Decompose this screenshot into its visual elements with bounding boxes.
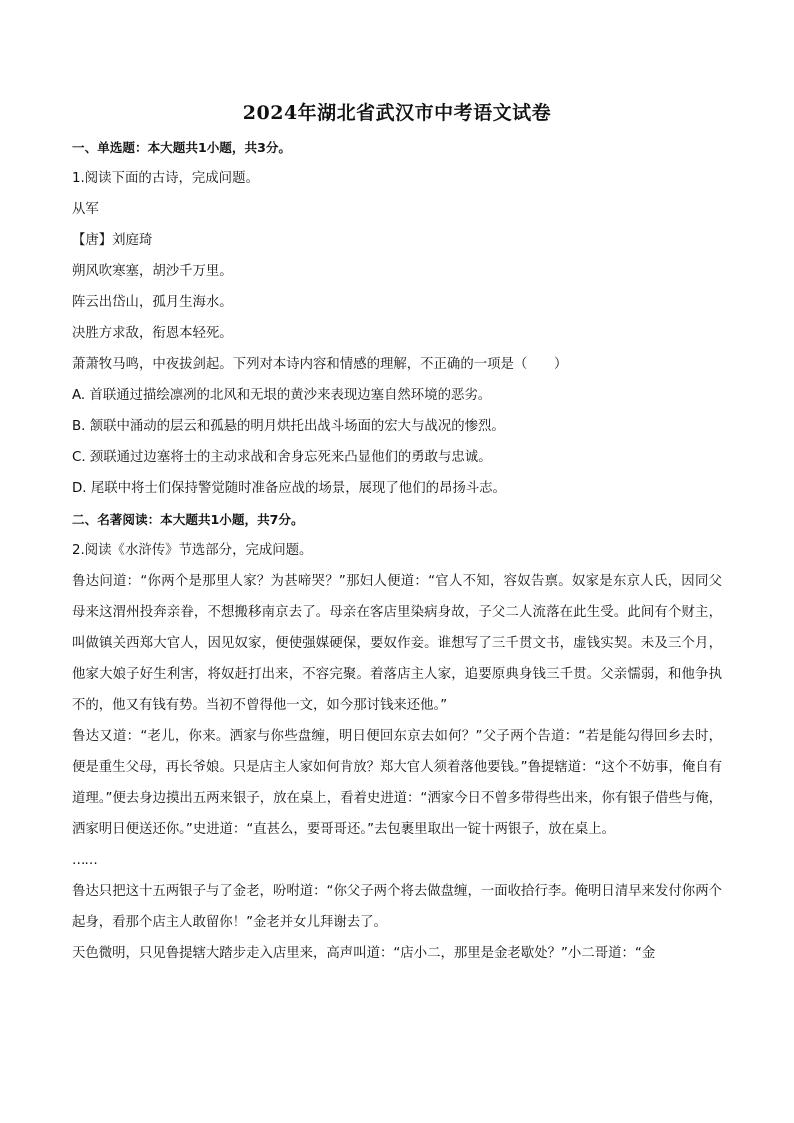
question-1-prompt: 1.阅读下面的古诗，完成问题。 — [72, 171, 259, 186]
passage-paragraph-3: 鲁达只把这十五两银子与了金老，吩咐道：“你父子两个将去做盘缠，一面收拾行李。俺明日清早来发付你两个起身，看那个店主人敢留你！”金老并女儿拜谢去了。 — [72, 884, 722, 930]
poem-line-1: 朔风吹寒塞，胡沙千万里。 — [72, 264, 233, 279]
poem-line-3: 决胜方求敌，衔恩本轻死。 — [72, 326, 233, 341]
exam-title: 2024年湖北省武汉市中考语文试卷 — [242, 102, 552, 124]
question-2-prompt: 2.阅读《水浒传》节选部分，完成问题。 — [72, 543, 313, 558]
poem-line-2: 阵云出岱山，孤月生海水。 — [72, 295, 233, 310]
poem-title: 从军 — [72, 202, 99, 217]
passage-paragraph-1: 鲁达问道：“你两个是那里人家？为甚啼哭？”那妇人便道：“官人不知，容奴告禀。奴家是东京人氏，因同父母来这渭州投奔亲眷，不想搬移南京去了。母亲在客店里染病身故，子父二人流落在此生受。此间有个财主，叫做镇关西郑大官人，因见奴家，便使强媒硬保，要奴作妾。谁想写了三千贯文书，虚钱实契。未及三个月，他家大娘子好生利害，将奴赶打出来，不容完聚。着落店主人家，追要原典身钱三千贯。父亲懦弱，和他争执不的，他又有钱有势。当初不曾得他一文，如今那讨钱来还他。” — [72, 574, 722, 713]
section-1-heading: 一、单选题：本大题共1小题，共3分。 — [72, 140, 292, 155]
option-c: C. 颈联通过边塞将士的主动求战和舍身忘死来凸显他们的勇敢与忠诚。 — [72, 450, 492, 465]
passage-ellipsis: …… — [72, 853, 97, 868]
passage-paragraph-4: 天色微明，只见鲁提辖大踏步走入店里来，高声叫道：“店小二，那里是金老歇处？”小二哥道：“金 — [72, 946, 656, 961]
poem-line-4-and-question: 萧萧牧马鸣，中夜拔剑起。下列对本诗内容和情感的理解，不正确的一项是（ ） — [72, 357, 568, 372]
passage-paragraph-2: 鲁达又道：“老儿，你来。洒家与你些盘缠，明日便回东京去如何？”父子两个告道：“若是能勾得回乡去时，便是重生父母，再长爷娘。只是店主人家如何肯放？郑大官人须着落他要钱。”鲁提辖道：“这个不妨事，俺自有道理。”便去身边摸出五两来银子，放在桌上，看着史进道：“洒家今日不曾多带得些出来，你有银子借些与俺，洒家明日便送还你。”史进道：“直甚么，要哥哥还。”去包裹里取出一锭十两银子，放在桌上。 — [72, 729, 722, 837]
poem-author: 【唐】刘庭琦 — [72, 233, 153, 248]
exam-page — [72, 100, 722, 969]
option-b: B. 颔联中涌动的层云和孤悬的明月烘托出战斗场面的宏大与战况的惨烈。 — [72, 419, 505, 434]
option-d: D. 尾联中将士们保持警觉随时准备应战的场景，展现了他们的昂扬斗志。 — [72, 481, 506, 496]
option-a: A. 首联通过描绘凛冽的北风和无垠的黄沙来表现边塞自然环境的恶劣。 — [72, 388, 492, 403]
section-2-heading: 二、名著阅读：本大题共1小题，共7分。 — [72, 512, 304, 527]
